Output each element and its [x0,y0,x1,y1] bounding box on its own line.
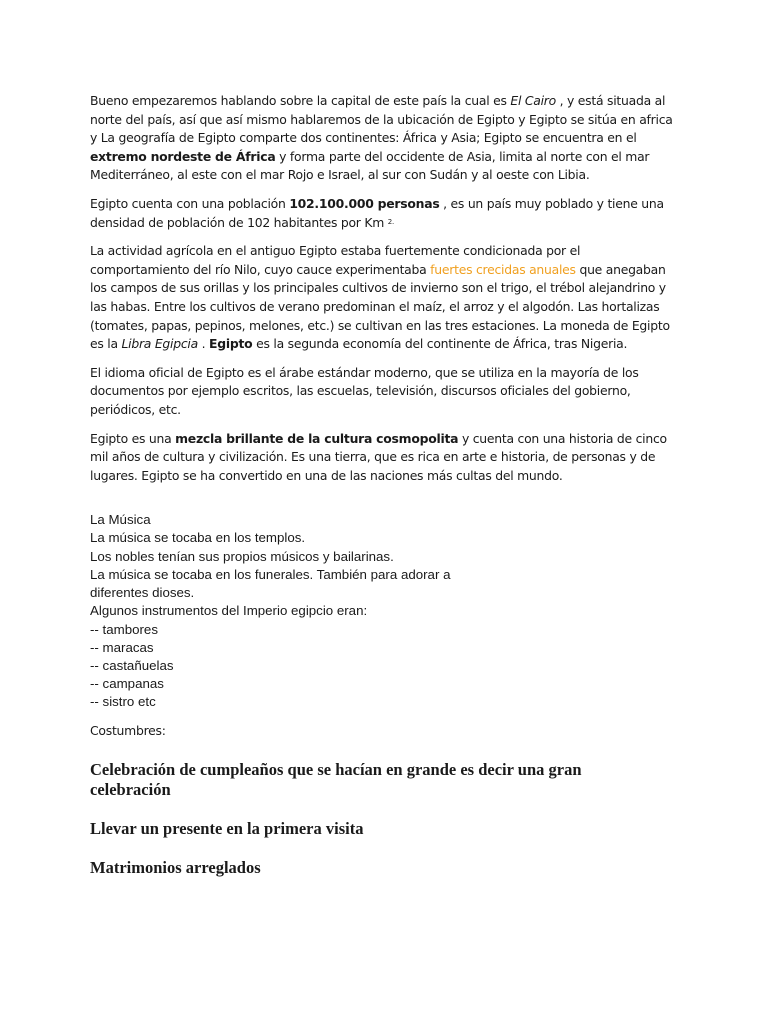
text-run: es la segunda economía del continente de África, tras Nigeria. [256,336,628,352]
text-run: La actividad agrícola en el antiguo Egipto estaba fuertemente condicionada por el comportamiento del río Nilo, cuyo cauce experimentaba [90,243,581,277]
paragraph-culture [90,430,682,486]
paragraph-agriculture [90,242,682,354]
text-run: que anegaban los campos de sus orillas y los principales cultivos de invierno son el trigo, el trébol alejandrino y las habas. Entre los cultivos de verano predominan el maíz, el arroz y el algodón. Las hortalizas (tomates, papas, pepinos, melones, etc.) se cultivan en las tres estaciones. La moneda de Egipto es la [90,261,670,352]
bold-text: mezcla brillante de la cultura cosmopolita [175,430,459,446]
text-run: Bueno empezaremos hablando sobre la capital de este país la cual es [90,93,511,108]
custom-heading-marriage: Matrimonios arreglados [90,857,261,877]
bold-text: 102.100.000 personas [289,195,440,211]
instrument-item: -- castañuelas [90,657,174,673]
music-line: La música se tocaba en los templos. [90,530,306,546]
superscript: 2. [387,217,394,226]
music-title: La Música [90,512,151,528]
text-run: y forma parte del occidente de Asia, limita al norte con el mar Mediterráneo, al este con el mar Rojo e Israel, al sur con Sudán y al oeste con Libia. [90,148,650,183]
text-run: . [201,336,210,352]
text-run: , y está situada al norte del país, así que así mismo hablaremos de la ubicación de Egipto y Egipto se sitúa en africa y La geografía de Egipto comparte dos continentes: África y Asia; Egipto se encuentra en el [90,93,673,146]
custom-heading-gift: Llevar un presente en la primera visita [90,818,364,838]
text-run: Egipto cuenta con una población [90,195,290,211]
customs-label: Costumbres: [90,722,166,738]
music-line: La música se tocaba en los funerales. También para adorar a [90,566,451,582]
text-run: y cuenta con una historia de cinco mil años de cultura y civilización. Es una tierra, que es rica en arte e historia, de personas y de lugares. Egipto se ha convertido en una de las naciones más cultas del mundo. [90,430,667,483]
text-run: Egipto es una [90,430,176,446]
music-line: Algunos instrumentos del Imperio egipcio eran: [90,603,368,619]
paragraph-population [90,195,682,232]
instrument-item: -- maracas [90,639,154,655]
text-run: , es un país muy poblado y tiene una densidad de población de 102 habitantes por Km [90,195,664,230]
instrument-item: -- sistro etc [90,694,156,710]
music-line: Los nobles tenían sus propios músicos y bailarinas. [90,548,394,564]
document-page [90,92,682,878]
bold-text: extremo nordeste de África [90,148,276,164]
highlighted-text: fuertes crecidas anuales [430,261,576,277]
music-section [90,511,682,711]
paragraph-capital [90,92,682,185]
music-line: diferentes dioses. [90,585,195,601]
instrument-item: -- campanas [90,676,164,692]
custom-heading-birthday: Celebración de cumpleaños que se hacían en grande es decir una gran celebración [90,759,582,799]
paragraph-language: El idioma oficial de Egipto es el árabe estándar moderno, que se utiliza en la mayoría de los documentos por ejemplo escritos, las escuelas, televisión, discursos oficiales del gobierno, periódicos, etc. [90,364,639,417]
bold-text: Egipto [209,336,253,352]
italic-text: Libra Egipcia [121,336,198,352]
italic-text: El Cairo [510,93,556,108]
instrument-item: -- tambores [90,621,158,637]
